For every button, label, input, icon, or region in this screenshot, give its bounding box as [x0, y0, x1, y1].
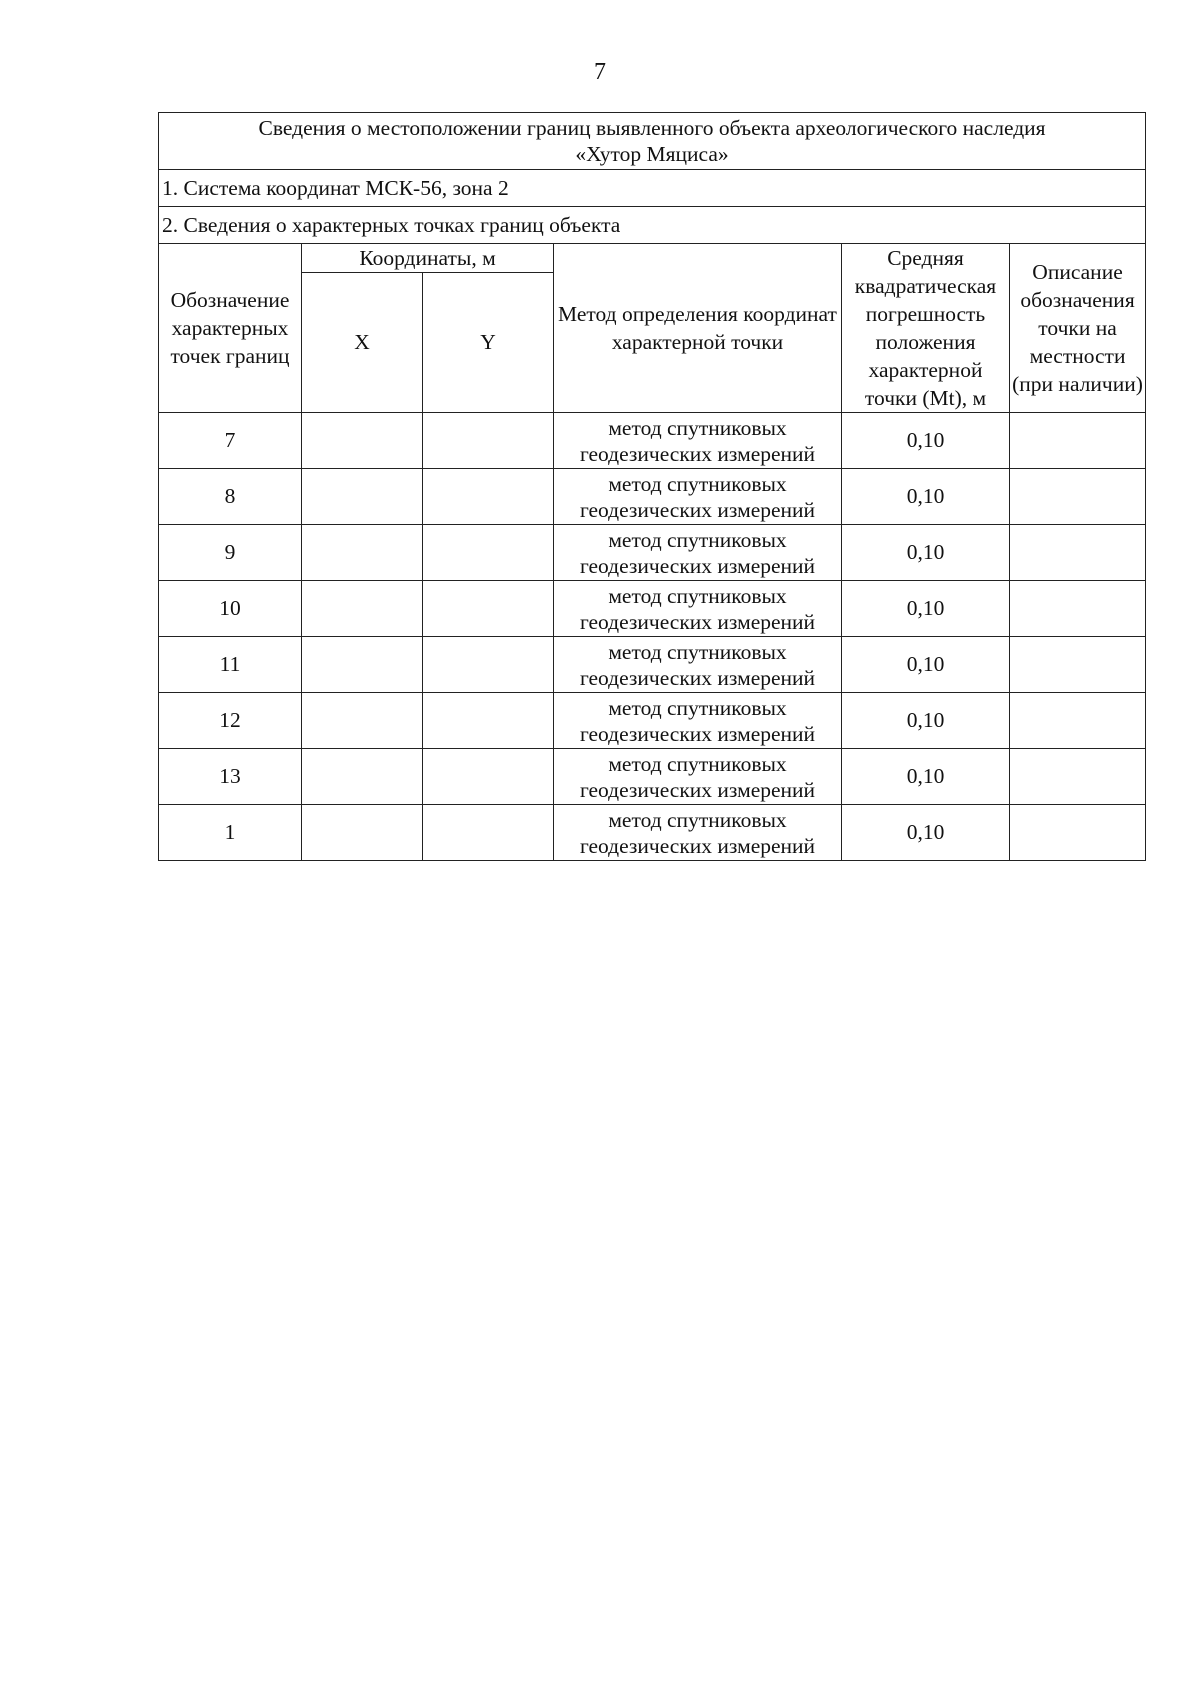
- header-x: X: [302, 273, 423, 413]
- error-cell: 0,10: [842, 525, 1010, 581]
- error-cell: 0,10: [842, 637, 1010, 693]
- point-cell: 1: [159, 805, 302, 861]
- coordinate-system-row: 1. Система координат МСК-56, зона 2: [159, 170, 1146, 207]
- y-cell: [423, 581, 554, 637]
- error-cell: 0,10: [842, 469, 1010, 525]
- error-cell: 0,10: [842, 693, 1010, 749]
- method-cell: [554, 805, 842, 861]
- method-line1: метод спутниковых: [608, 471, 787, 496]
- description-cell: [1010, 805, 1146, 861]
- description-cell: [1010, 525, 1146, 581]
- boundary-points-table: [158, 112, 1146, 861]
- method-cell: [554, 749, 842, 805]
- method-line2: геодезических измерений: [579, 553, 816, 578]
- method-line2: геодезических измерений: [579, 441, 816, 466]
- point-cell: 13: [159, 749, 302, 805]
- error-cell: 0,10: [842, 749, 1010, 805]
- x-cell: [302, 525, 423, 581]
- method-line1: метод спутниковых: [608, 639, 787, 664]
- table-row: [159, 805, 1146, 861]
- y-cell: [423, 805, 554, 861]
- error-cell: 0,10: [842, 413, 1010, 469]
- point-cell: 10: [159, 581, 302, 637]
- page-number: 7: [594, 59, 606, 85]
- table-title-line1: Сведения о местоположении границ выявленного объекта археологического наследия: [258, 116, 1046, 140]
- method-cell: [554, 693, 842, 749]
- description-cell: [1010, 693, 1146, 749]
- x-cell: [302, 581, 423, 637]
- table-row: [159, 581, 1146, 637]
- method-line1: метод спутниковых: [608, 583, 787, 608]
- method-line2: геодезических измерений: [579, 665, 816, 690]
- table-row: [159, 413, 1146, 469]
- points-info-row: 2. Сведения о характерных точках границ объекта: [159, 207, 1146, 244]
- x-cell: [302, 413, 423, 469]
- description-cell: [1010, 469, 1146, 525]
- point-cell: 11: [159, 637, 302, 693]
- method-line2: геодезических измерений: [579, 497, 816, 522]
- y-cell: [423, 413, 554, 469]
- method-line1: метод спутниковых: [608, 415, 787, 440]
- method-line1: метод спутниковых: [608, 695, 787, 720]
- method-cell: [554, 413, 842, 469]
- method-line2: геодезических измерений: [579, 833, 816, 858]
- table-row: [159, 469, 1146, 525]
- header-error: Средняя квадратическая погрешность положения характерной точки (Mt), м: [842, 244, 1010, 413]
- method-line2: геодезических измерений: [579, 609, 816, 634]
- header-method: Метод определения координат характерной точки: [554, 244, 842, 413]
- table-row: [159, 693, 1146, 749]
- table-row: [159, 637, 1146, 693]
- method-line2: геодезических измерений: [579, 777, 816, 802]
- table-row: [159, 749, 1146, 805]
- header-y: Y: [423, 273, 554, 413]
- y-cell: [423, 525, 554, 581]
- description-cell: [1010, 749, 1146, 805]
- method-line2: геодезических измерений: [579, 721, 816, 746]
- header-description: Описание обозначения точки на местности (при наличии): [1010, 244, 1146, 413]
- x-cell: [302, 469, 423, 525]
- y-cell: [423, 693, 554, 749]
- description-cell: [1010, 413, 1146, 469]
- x-cell: [302, 693, 423, 749]
- table-row: [159, 525, 1146, 581]
- x-cell: [302, 637, 423, 693]
- table-title: [159, 113, 1146, 170]
- header-coordinates: Координаты, м: [302, 244, 554, 273]
- description-cell: [1010, 637, 1146, 693]
- method-cell: [554, 637, 842, 693]
- method-cell: [554, 581, 842, 637]
- method-cell: [554, 469, 842, 525]
- point-cell: 8: [159, 469, 302, 525]
- point-cell: 7: [159, 413, 302, 469]
- description-cell: [1010, 581, 1146, 637]
- y-cell: [423, 469, 554, 525]
- y-cell: [423, 749, 554, 805]
- method-cell: [554, 525, 842, 581]
- error-cell: 0,10: [842, 581, 1010, 637]
- x-cell: [302, 749, 423, 805]
- table-title-line2: «Хутор Мяциса»: [575, 142, 729, 166]
- error-cell: 0,10: [842, 805, 1010, 861]
- point-cell: 12: [159, 693, 302, 749]
- method-line1: метод спутниковых: [608, 807, 787, 832]
- method-line1: метод спутниковых: [608, 527, 787, 552]
- point-cell: 9: [159, 525, 302, 581]
- header-point-designation: Обозначение характерных точек границ: [159, 244, 302, 413]
- y-cell: [423, 637, 554, 693]
- x-cell: [302, 805, 423, 861]
- method-line1: метод спутниковых: [608, 751, 787, 776]
